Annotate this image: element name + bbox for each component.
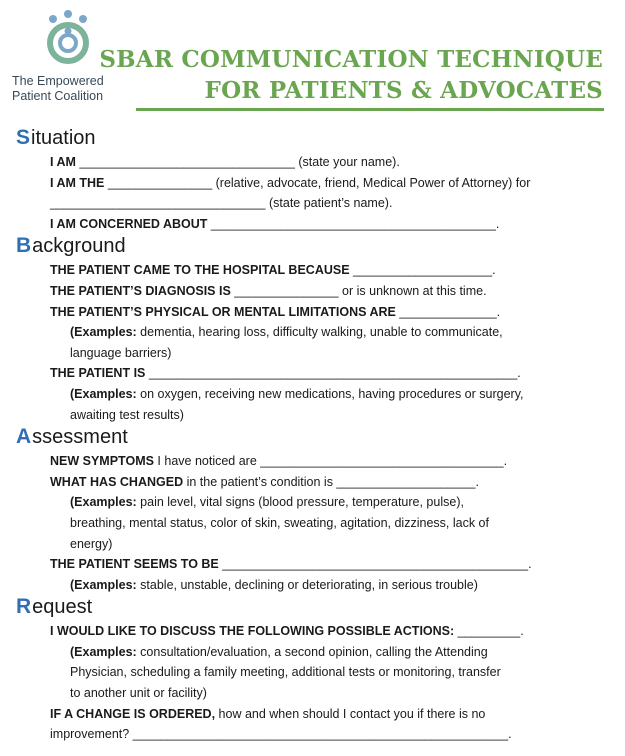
title-divider xyxy=(136,108,604,111)
section-letter: B xyxy=(16,234,32,258)
patient-name-blank[interactable]: _______________________________ (state patient’s name). xyxy=(50,196,393,211)
examples-line xyxy=(16,384,611,405)
examples-line xyxy=(16,343,611,364)
field-label: THE PATIENT CAME TO THE HOSPITAL BECAUSE xyxy=(50,263,350,278)
i-am-line xyxy=(16,152,611,173)
diagnosis-line xyxy=(16,281,611,302)
changed-blank[interactable]: in the patient’s condition is ____________________. xyxy=(183,474,479,489)
org-name-line2: Patient Coalition xyxy=(12,89,104,103)
section-word: equest xyxy=(32,596,93,619)
section-letter: S xyxy=(16,126,31,149)
change-text: how and when should I contact you if there is no xyxy=(215,706,486,721)
field-label: I AM THE xyxy=(50,175,105,190)
examples-line xyxy=(16,683,611,704)
section-letter: A xyxy=(16,425,32,449)
page-title xyxy=(99,44,603,106)
patient-name-line xyxy=(16,193,611,214)
people-circle-icon xyxy=(38,8,98,68)
examples-text: language barriers) xyxy=(70,345,172,360)
relationship-blank[interactable]: _______________ (relative, advocate, friend, Medical Power of Attorney) for xyxy=(104,175,531,190)
concerned-line xyxy=(16,214,611,235)
reason-blank[interactable]: ____________________. xyxy=(349,263,496,278)
examples-text: awaiting test results) xyxy=(70,407,184,422)
concern-blank[interactable]: _________________________________________. xyxy=(207,216,500,231)
examples-line xyxy=(16,642,611,663)
examples-label: (Examples: xyxy=(70,495,137,510)
changed-line xyxy=(16,472,611,493)
field-label: I AM xyxy=(50,155,76,169)
examples-label: (Examples: xyxy=(70,644,137,659)
examples-text: on oxygen, receiving new medications, having procedures or surgery, xyxy=(136,386,524,401)
improvement-line xyxy=(16,724,611,745)
section-word: ituation xyxy=(31,127,96,149)
examples-line xyxy=(16,405,611,426)
diagnosis-blank[interactable]: _______________ or is unknown at this time. xyxy=(230,283,487,298)
limitations-line xyxy=(16,302,611,323)
field-label: THE PATIENT’S PHYSICAL OR MENTAL LIMITATIONS ARE xyxy=(50,304,396,319)
title-line2: FOR PATIENTS & ADVOCATES xyxy=(204,77,603,104)
examples-line xyxy=(16,662,611,683)
patient-is-line xyxy=(16,363,611,384)
examples-line xyxy=(16,492,611,513)
seems-blank[interactable]: ____________________________________________. xyxy=(218,557,532,572)
field-label: THE PATIENT SEEMS TO BE xyxy=(50,557,219,572)
improvement-blank[interactable]: improvement? ______________________________________________________. xyxy=(50,727,512,742)
discuss-line xyxy=(16,621,611,642)
seems-line xyxy=(16,554,611,575)
symptoms-line xyxy=(16,451,611,472)
limitations-blank[interactable]: ______________. xyxy=(395,304,501,319)
section-assessment-heading xyxy=(16,425,611,449)
examples-label: (Examples: xyxy=(70,325,137,340)
examples-text: pain level, vital signs (blood pressure, temperature, pulse), xyxy=(136,495,464,510)
field-label: I AM CONCERNED ABOUT xyxy=(50,216,208,231)
examples-text: energy) xyxy=(70,536,113,551)
examples-text: Physician, scheduling a family meeting, additional tests or monitoring, transfer xyxy=(70,665,501,680)
change-line xyxy=(16,704,611,725)
section-word: ackground xyxy=(32,235,126,258)
field-label: NEW SYMPTOMS xyxy=(50,454,154,469)
section-situation-heading xyxy=(16,126,611,150)
name-blank[interactable]: _______________________________ (state your name). xyxy=(75,155,400,169)
examples-line xyxy=(16,534,611,555)
examples-line xyxy=(16,322,611,343)
examples-label: (Examples: xyxy=(70,577,137,592)
field-label: WHAT HAS CHANGED xyxy=(50,474,184,489)
examples-text: to another unit or facility) xyxy=(70,686,207,701)
examples-text: breathing, mental status, color of skin, sweating, agitation, dizziness, lack of xyxy=(70,515,489,530)
org-name-line1: The Empowered xyxy=(12,74,104,88)
came-line xyxy=(16,260,611,281)
section-word: ssessment xyxy=(32,426,128,449)
section-letter: R xyxy=(16,595,32,619)
field-label: IF A CHANGE IS ORDERED, xyxy=(50,706,216,721)
examples-text: consultation/evaluation, a second opinion, calling the Attending xyxy=(136,644,488,659)
section-background-heading xyxy=(16,234,611,258)
title-line1: SBAR COMMUNICATION TECHNIQUE xyxy=(99,46,603,73)
section-request-heading xyxy=(16,595,611,619)
examples-text: stable, unstable, declining or deteriorating, in serious trouble) xyxy=(136,577,478,592)
examples-line xyxy=(16,575,611,596)
status-blank[interactable]: _____________________________________________________. xyxy=(145,366,521,381)
examples-label: (Examples: xyxy=(70,386,137,401)
examples-line xyxy=(16,513,611,534)
actions-blank[interactable]: _________. xyxy=(454,624,524,639)
symptoms-blank[interactable]: I have noticed are ___________________________________. xyxy=(153,454,508,469)
examples-text: dementia, hearing loss, difficulty walking, unable to communicate, xyxy=(136,325,503,340)
form-body xyxy=(16,126,611,745)
field-label: I WOULD LIKE TO DISCUSS THE FOLLOWING POSSIBLE ACTIONS: xyxy=(50,624,455,639)
field-label: THE PATIENT IS xyxy=(50,366,146,381)
field-label: THE PATIENT’S DIAGNOSIS IS xyxy=(50,283,231,298)
i-am-the-line xyxy=(16,173,611,194)
